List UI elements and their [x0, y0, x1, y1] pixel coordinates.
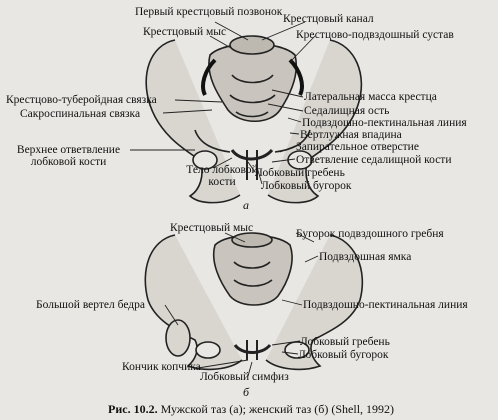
label-superior-pubic-ramus: Верхнее ответвление лобковой кости — [16, 144, 121, 168]
label-sacral-canal: Крестцовый канал — [283, 13, 374, 25]
sub-label-b: б — [243, 385, 250, 399]
label-pubic-crest-b: Лобковый гребень — [300, 336, 390, 348]
label-iliac-crest-tubercle: Бугорок подвздошного гребня — [296, 228, 444, 240]
label-sacral-promontory-a: Крестцовый мыс — [143, 26, 227, 38]
label-pubic-tubercle-a: Лобковый бугорок — [261, 180, 352, 192]
label-sacral-promontory-b: Крестцовый мыс — [170, 222, 254, 234]
sub-label-a: а — [243, 198, 249, 212]
label-acetabulum: Вертлужная впадина — [300, 129, 402, 141]
label-iliopectineal-line-a: Подвздошно-пектинальная линия — [302, 117, 467, 129]
label-sacrospinous-ligament: Сакроспинальная связка — [20, 108, 141, 120]
label-iliopectineal-line-b: Подвздошно-пектинальная линия — [303, 299, 468, 311]
label-greater-trochanter: Большой вертел бедра — [36, 299, 145, 311]
caption-number: Рис. 10.2. — [108, 402, 158, 416]
label-coccyx-tip: Кончик копчика — [122, 361, 201, 373]
figure-caption — [108, 402, 394, 417]
label-sacrotuberous-ligament: Крестцово-туберойдная связка — [6, 94, 157, 106]
label-lateral-mass-sacrum: Латеральная масса крестца — [304, 91, 437, 103]
label-sacroiliac-joint: Крестцово-подвздошный сустав — [296, 29, 454, 41]
label-ischial-ramus: Ответвление седалищной кости — [296, 154, 452, 166]
label-pubic-tubercle-b: Лобковый бугорок — [298, 349, 389, 361]
label-pubic-symphysis: Лобковый симфиз — [200, 371, 289, 383]
caption-text: Мужской таз (а); женский таз (б) (Shell, 1992) — [160, 402, 395, 416]
label-first-sacral-vertebra: Первый крестцовый позвонок — [135, 6, 283, 18]
label-ischial-spine: Седалищная ость — [304, 105, 390, 117]
label-iliac-fossa: Подвздошная ямка — [319, 251, 412, 263]
label-pubic-crest-a: Лобковый гребень — [255, 167, 345, 179]
label-pubic-body: Тело лобковой кости — [186, 164, 258, 188]
label-obturator-foramen: Запирательное отверстие — [296, 141, 419, 153]
